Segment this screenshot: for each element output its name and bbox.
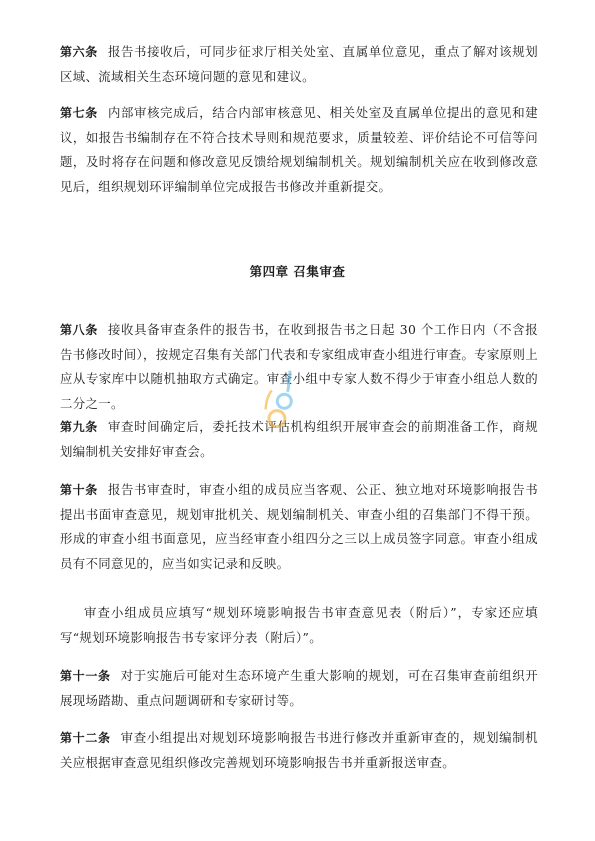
article-label: 第八条 (60, 323, 98, 337)
watermark-stroke-2 (282, 371, 296, 385)
article-text: 报告书审查时，审查小组的成员应当客观、公正、独立地对环境影响报告书提出书面审查意见，规划审批机关、规划编制机关、审查小组的召集部门不得干预。形成的审查小组书面意见，应当经审查小组四分之三以上成员签字同意。审查小组成员有不同意见的，应当如实记录和反映。 (60, 482, 538, 571)
article-label: 第九条 (60, 420, 98, 434)
article-label: 第十一条 (60, 669, 111, 683)
watermark-ring-blue (275, 392, 294, 411)
article-10 (60, 478, 538, 576)
article-label: 第七条 (60, 106, 98, 120)
article-text: 审查小组成员应填写“规划环境影响报告书审查意见表（附后）”，专家还应填写“规划环境影响报告书专家评分表（附后）”。 (60, 605, 538, 645)
chapter-title: 第四章 召集审查 (249, 264, 346, 279)
watermark-ring-orange (266, 408, 288, 430)
article-text: 接收具备审查条件的报告书，在收到报告书之日起 30 个工作日内（不含报告书修改时间），按规定召集有关部门代表和专家组成审查小组进行审查。专家原则上应从专家库中以随机抽取方式确定。审查小组中专家人数不得少于审查小组总人数的二分之一。 (60, 322, 538, 411)
article-12 (60, 726, 538, 775)
watermark-stroke-3 (259, 390, 279, 409)
article-text: 对于实施后可能对生态环境产生重大影响的规划，可在召集审查前组织开展现场踏勘、重点问题调研和专家研讨等。 (60, 668, 539, 708)
article-11 (60, 664, 538, 713)
article-label: 第六条 (60, 45, 98, 59)
article-text: 审查时间确定后，委托技术评估机构组织开展审查会的前期准备工作，商规划编制机关安排好审查会。 (60, 419, 538, 459)
article-text: 审查小组提出对规划环境影响报告书进行修改并重新审查的，规划编制机关应根据审查意见组织修改完善规划环境影响报告书并重新报送审查。 (60, 730, 539, 770)
article-7 (60, 101, 538, 199)
article-text: 内部审核完成后，结合内部审核意见、相关处室及直属单位提出的意见和建议，如报告书编制存在不符合技术导则和规范要求，质量较差、评价结论不可信等问题，及时将存在问题和修改意见反馈给规划编制机关。规划编制机关应在收到修改意见后，组织规划环评编制单位完成报告书修改并重新提交。 (60, 105, 538, 194)
article-label: 第十条 (60, 483, 98, 497)
article-label: 第十二条 (60, 731, 111, 745)
article-text: 报告书接收后，可同步征求厅相关处室、直属单位意见，重点了解对该规划区域、流域相关生态环境问题的意见和建议。 (60, 44, 538, 84)
article-10-note (60, 601, 538, 650)
article-6 (60, 40, 538, 89)
